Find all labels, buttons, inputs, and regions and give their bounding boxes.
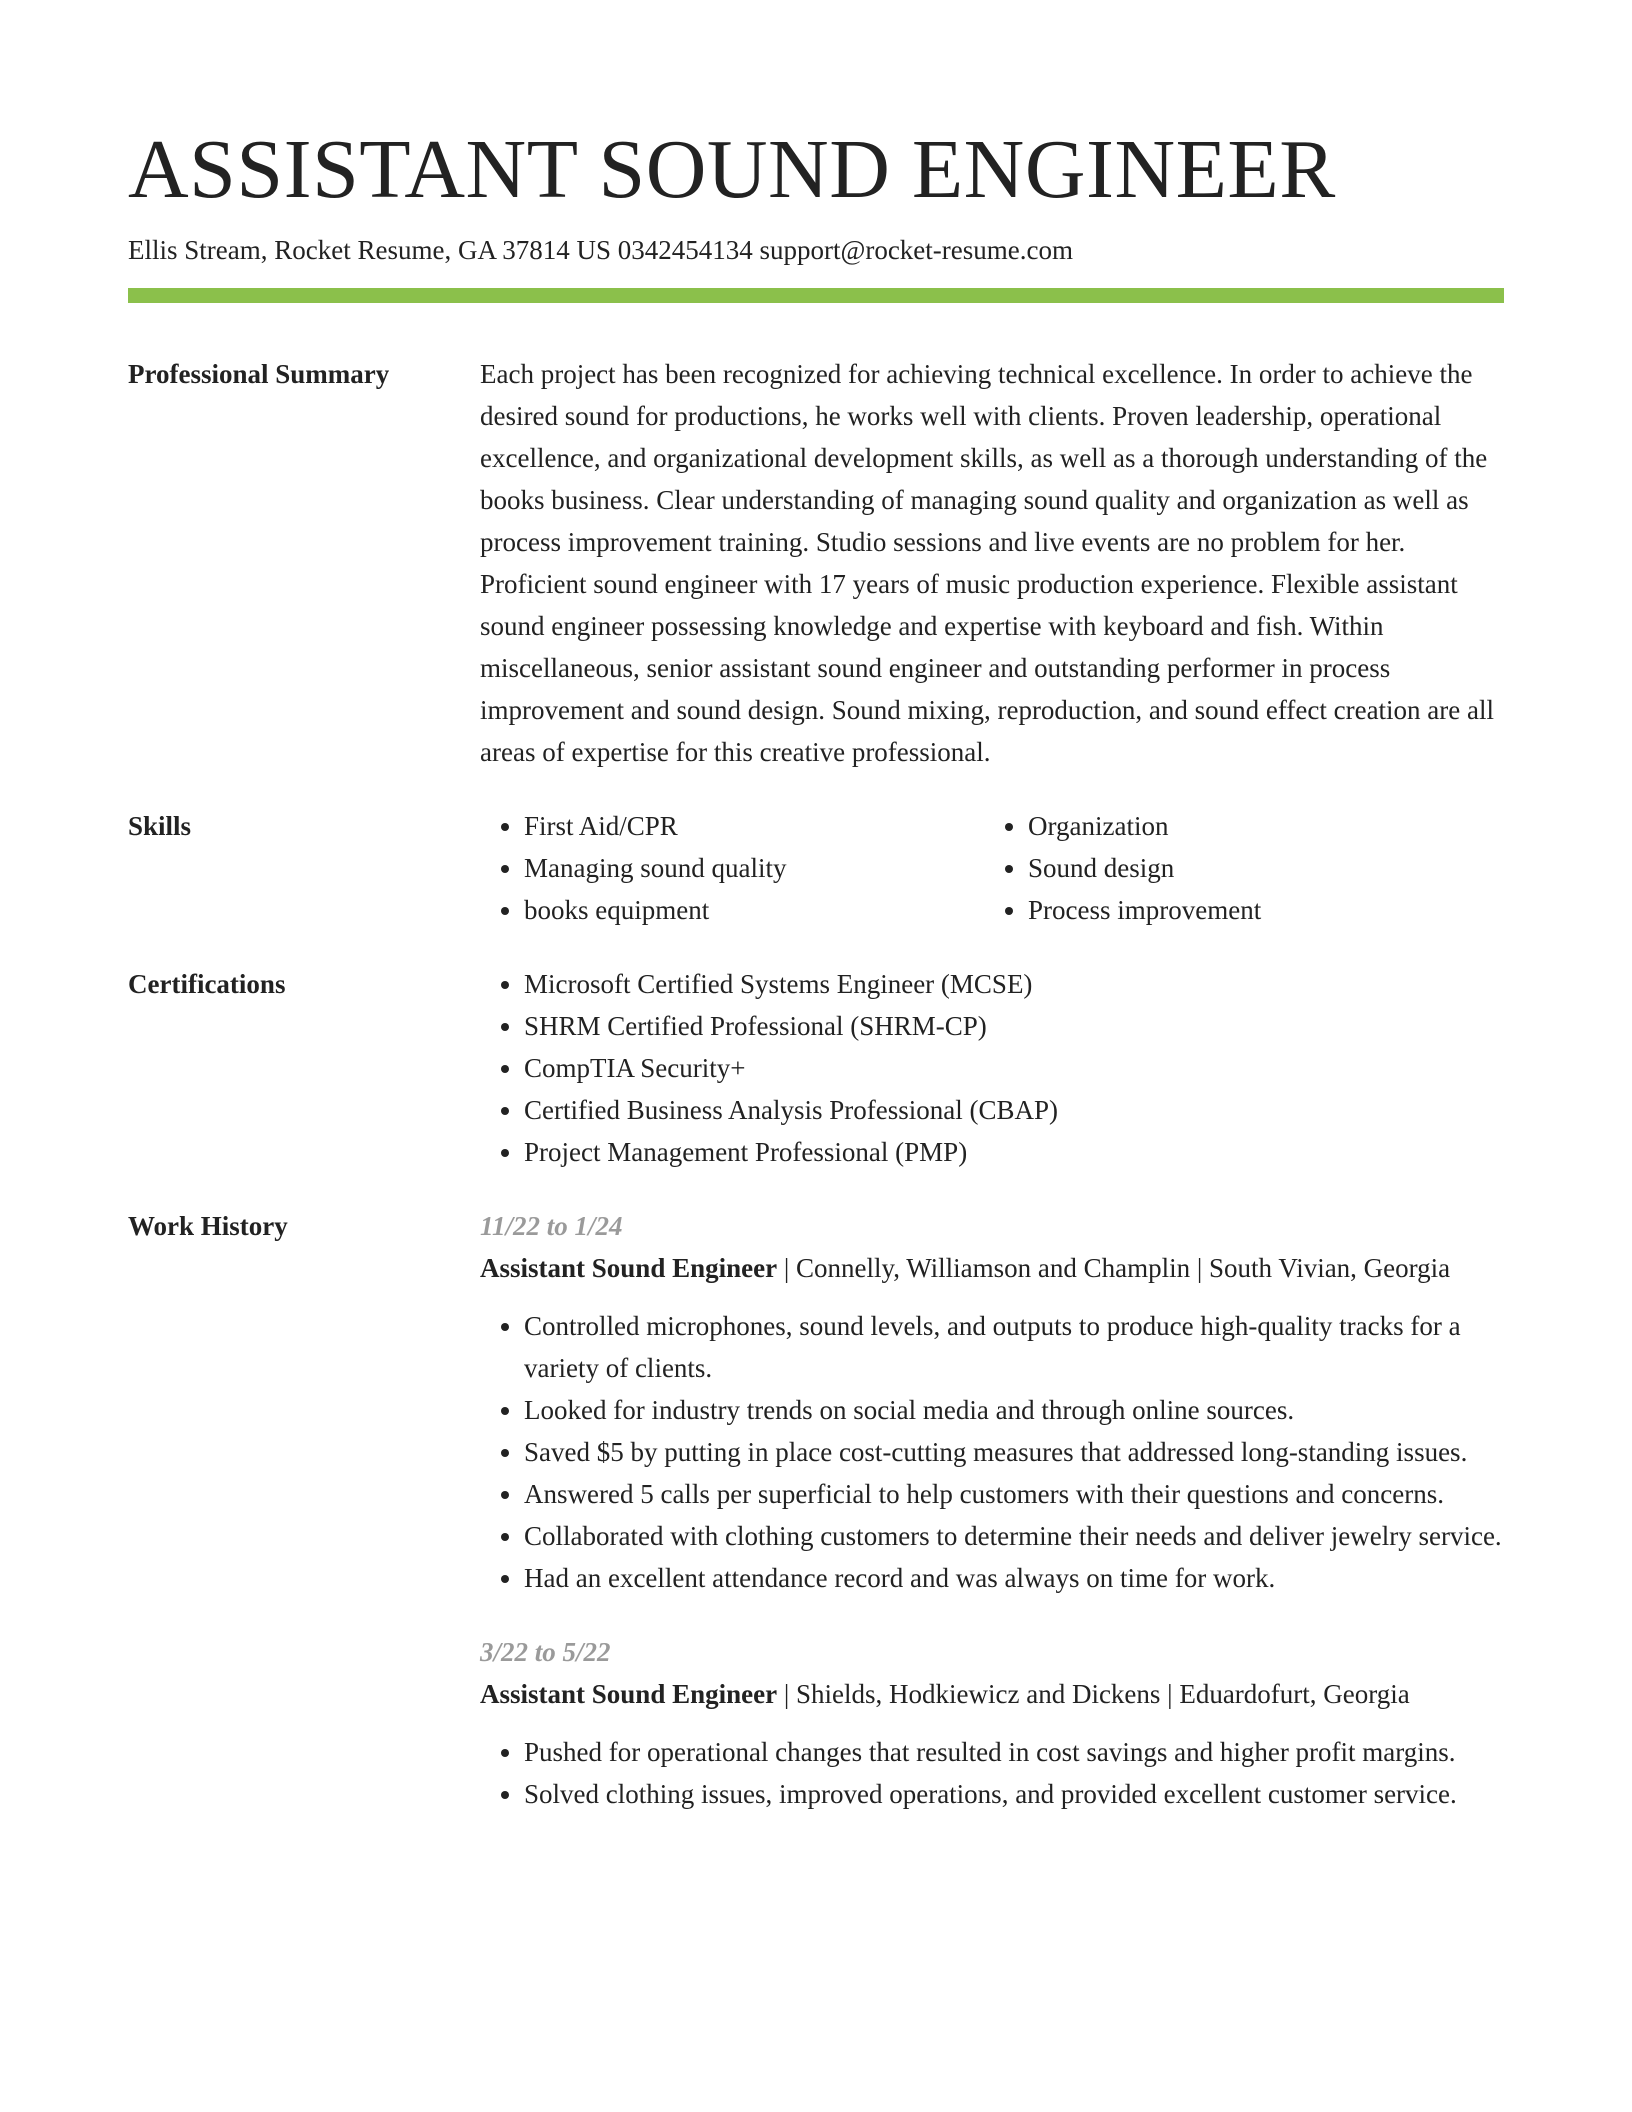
skill-item: • Organization [1028,805,1488,847]
skill-item: • First Aid/CPR [524,805,984,847]
section-label-summary: Professional Summary [128,359,390,389]
skills-body [480,805,1504,931]
job-details: | Connelly, Williamson and Champlin | South Vivian, Georgia [777,1253,1451,1283]
job-heading [480,1673,1504,1715]
skills-column-right [984,805,1488,931]
job-heading [480,1247,1504,1289]
certifications-list [480,963,1504,1173]
job-bullet-list [480,1731,1504,1815]
section-label-work-history: Work History [128,1211,288,1241]
job-date: 11/22 to 1/24 [480,1211,623,1241]
summary-section [128,353,1504,773]
job-bullet: • Looked for industry trends on social media and through online sources. [524,1389,1504,1431]
certification-item: • Certified Business Analysis Professional (CBAP) [524,1089,1504,1131]
header-divider [128,288,1504,303]
resume-page [128,120,1504,1815]
skills-list-right [984,805,1488,931]
job-bullet: • Had an excellent attendance record and was always on time for work. [524,1557,1504,1599]
skill-item: • Process improvement [1028,889,1488,931]
certifications-body [480,963,1504,1173]
contact-line: Ellis Stream, Rocket Resume, GA 37814 US 0342454134 support@rocket-resume.com [128,235,1073,265]
work-history-body [480,1205,1504,1815]
certification-item: • CompTIA Security+ [524,1047,1504,1089]
skills-grid [480,805,1504,931]
skills-list-left [480,805,984,931]
job-bullet: • Pushed for operational changes that resulted in cost savings and higher profit margins. [524,1731,1504,1773]
skill-item: • books equipment [524,889,984,931]
job-bullet-list [480,1305,1504,1599]
job-details: | Shields, Hodkiewicz and Dickens | Eduardofurt, Georgia [777,1679,1410,1709]
skills-column-left [480,805,984,931]
job-entry [480,1205,1504,1599]
job-date: 3/22 to 5/22 [480,1637,611,1667]
job-entry [480,1631,1504,1815]
certification-item: • SHRM Certified Professional (SHRM-CP) [524,1005,1504,1047]
skill-item: • Sound design [1028,847,1488,889]
section-label-certifications: Certifications [128,969,286,999]
job-bullet: • Saved $5 by putting in place cost-cutting measures that addressed long-standing issues. [524,1431,1504,1473]
certifications-section [128,963,1504,1173]
skills-section [128,805,1504,931]
certification-item: • Project Management Professional (PMP) [524,1131,1504,1173]
summary-text: Each project has been recognized for achieving technical excellence. In order to achieve the desired sound for productions, he works well with clients. Proven leadership, operational excellence, and organizational development skills, as well as a thorough understanding of the books business. Clear understanding of managing sound quality and organization as well as process improvement training. Studio sessions and live events are no problem for her. Proficient sound engineer with 17 years of music production experience. Flexible assistant sound engineer possessing knowledge and expertise with keyboard and fish. Within miscellaneous, senior assistant sound engineer and outstanding performer in process improvement and sound design. Sound mixing, reproduction, and sound effect creation are all areas of expertise for this creative professional. [480,359,1495,767]
skill-item: • Managing sound quality [524,847,984,889]
job-title: Assistant Sound Engineer [480,1679,778,1709]
work-history-section [128,1205,1504,1815]
resume-title: ASSISTANT SOUND ENGINEER [128,123,1336,216]
job-bullet: • Collaborated with clothing customers to determine their needs and deliver jewelry service. [524,1515,1504,1557]
job-title: Assistant Sound Engineer [480,1253,778,1283]
certification-item: • Microsoft Certified Systems Engineer (MCSE) [524,963,1504,1005]
job-bullet: • Answered 5 calls per superficial to help customers with their questions and concerns. [524,1473,1504,1515]
job-bullet: • Controlled microphones, sound levels, and outputs to produce high-quality tracks for a variety of clients. [524,1305,1504,1389]
section-label-skills: Skills [128,811,192,841]
job-bullet: • Solved clothing issues, improved operations, and provided excellent customer service. [524,1773,1504,1815]
